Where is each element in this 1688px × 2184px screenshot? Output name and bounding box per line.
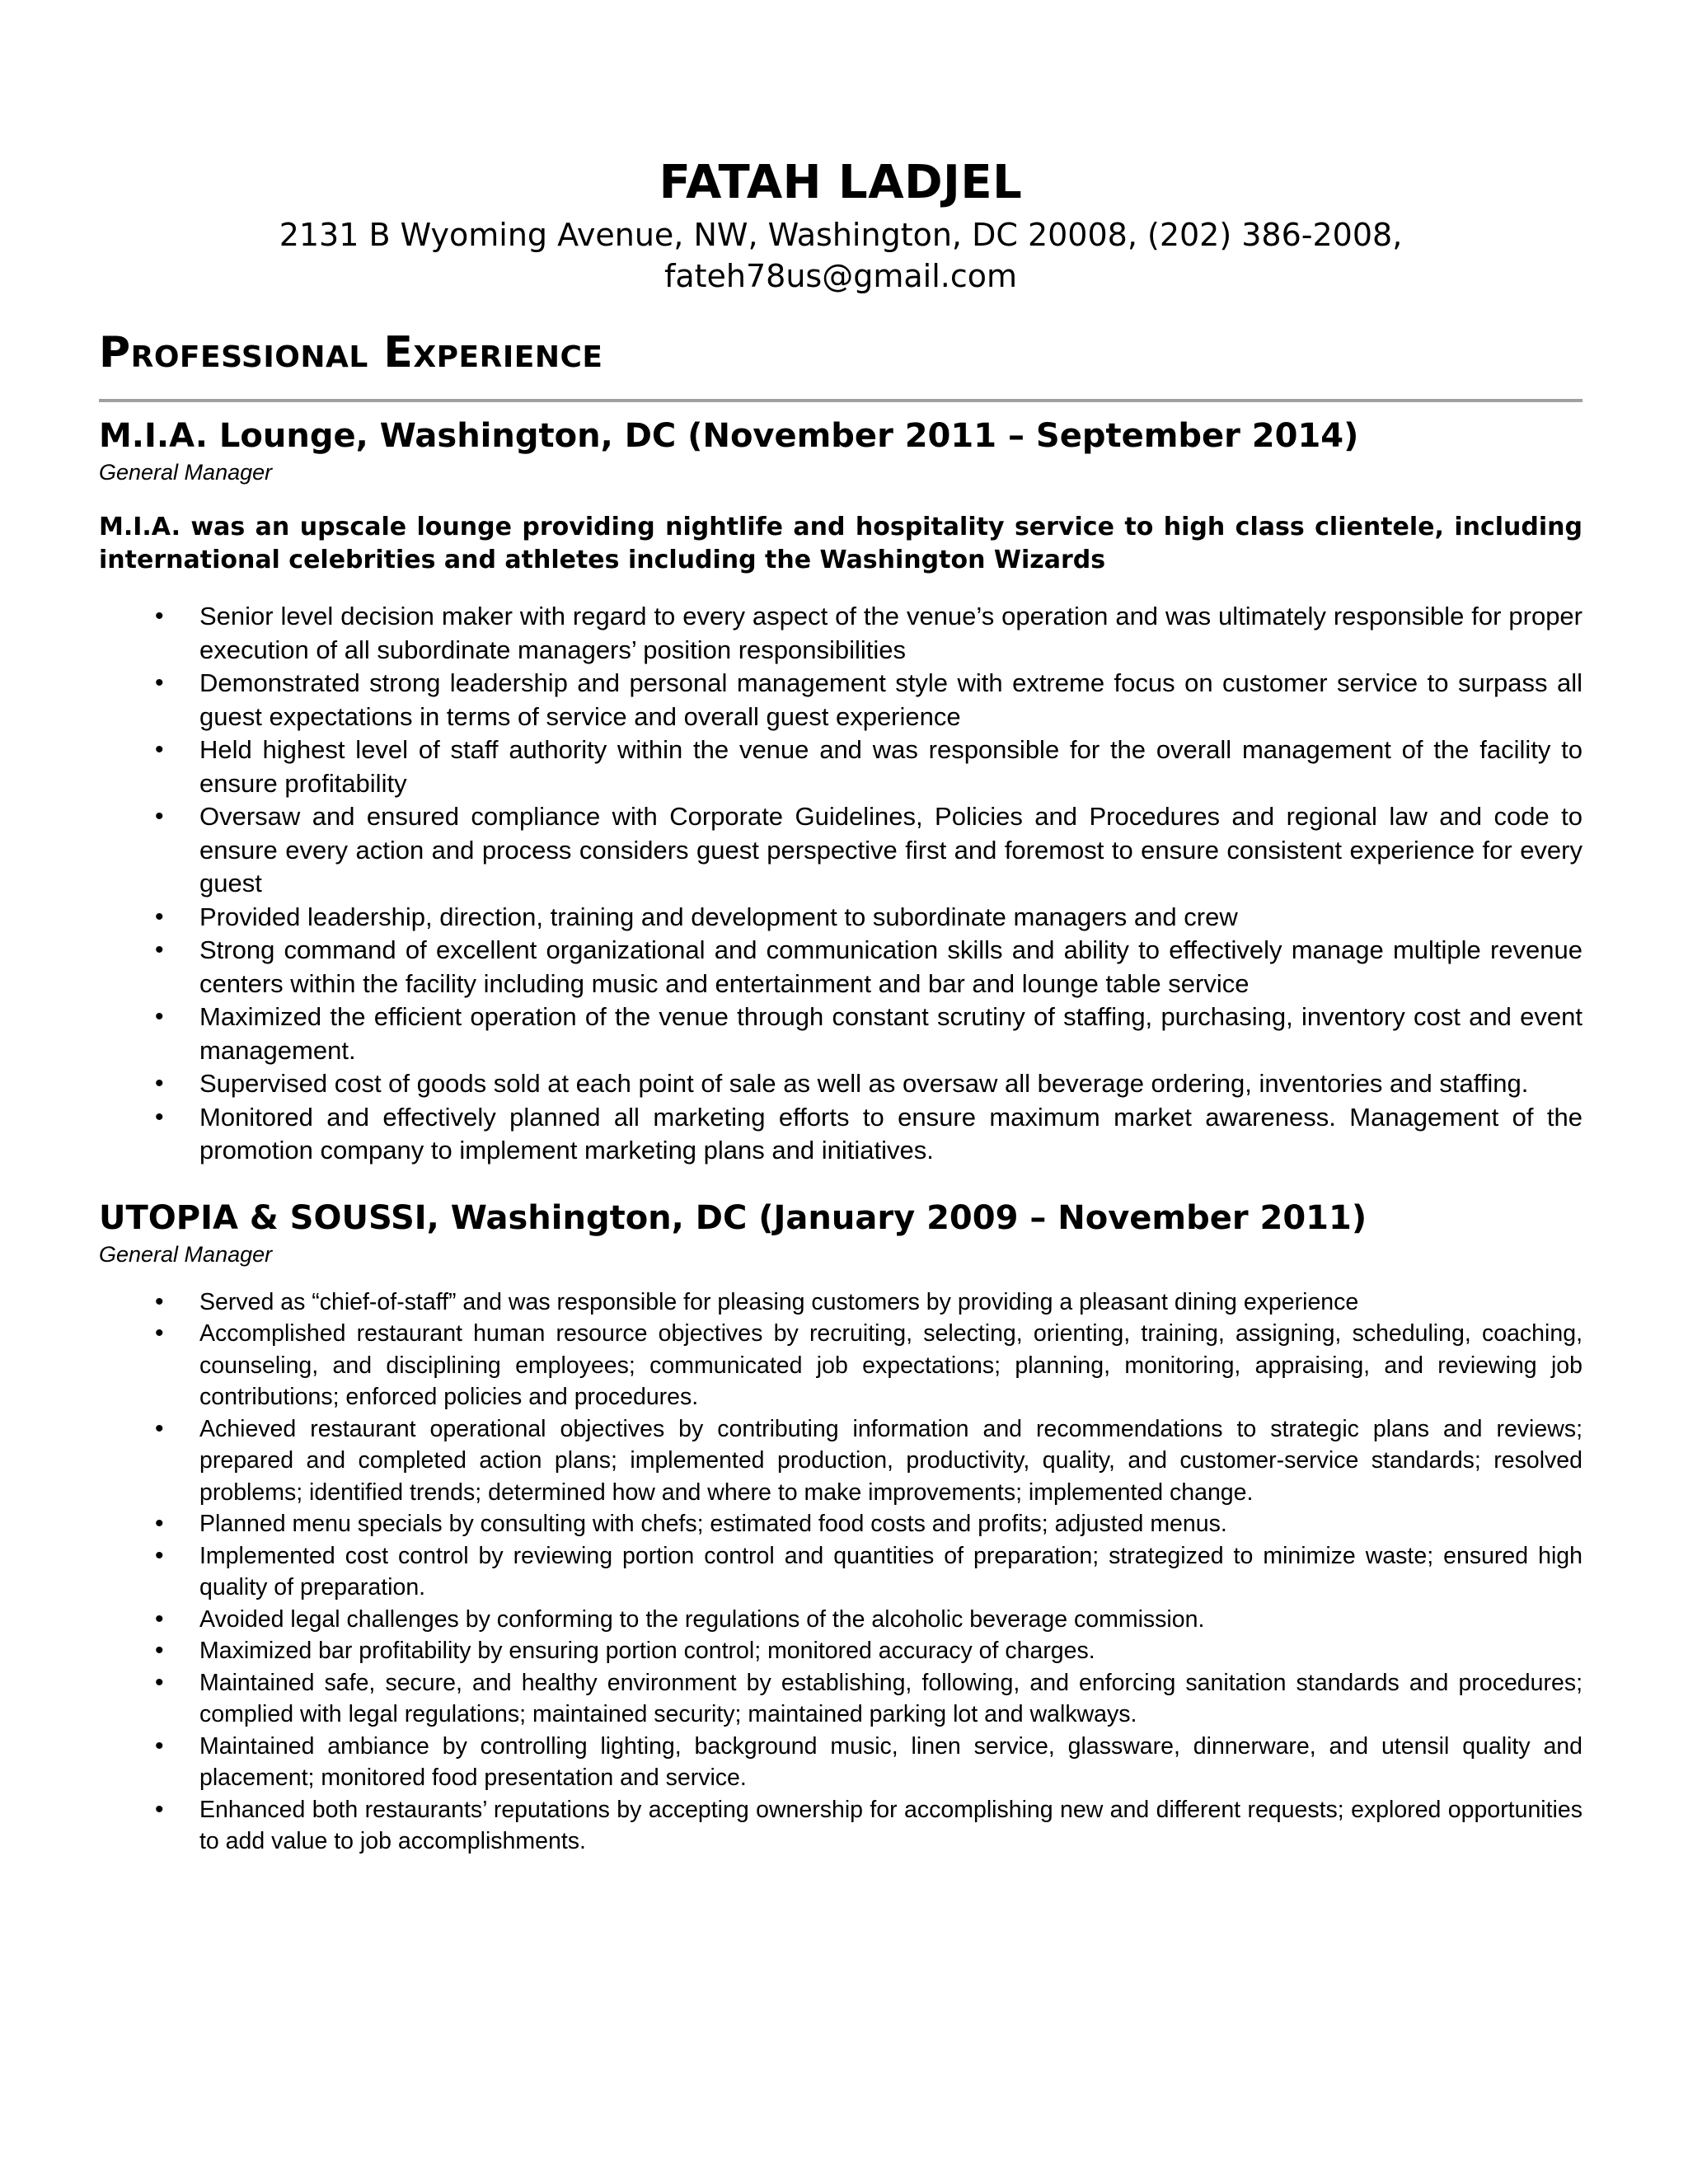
list-item-text: Maximized the efficient operation of the venue through constant scrutiny of staffing, purchasing, inventory cost and event management. xyxy=(199,1002,1582,1065)
list-item-text: Accomplished restaurant human resource objectives by recruiting, selecting, orienting, training, assigning, scheduling, coaching, counseling, and disciplining employees; communicated job expectations; planning, monitoring, appraising, and reviewing job contributions; enforced policies and procedures. xyxy=(199,1320,1582,1410)
responsibility-list xyxy=(99,600,1582,1168)
bullet-icon: • xyxy=(155,803,164,830)
list-item-text: Held highest level of staff authority within the venue and was responsible for the overall management of the facility to ensure profitability xyxy=(199,735,1582,798)
list-item xyxy=(99,1731,1582,1794)
list-item xyxy=(99,1508,1582,1540)
list-item xyxy=(99,667,1582,733)
bullet-icon: • xyxy=(155,936,164,963)
list-item-text: Senior level decision maker with regard to every aspect of the venue’s operation and was ultimately responsible for proper execution of all subordinate managers’ position responsibilities xyxy=(199,602,1582,664)
list-item-text: Avoided legal challenges by conforming to the regulations of the alcoholic beverage commission. xyxy=(199,1605,1205,1633)
bullet-icon: • xyxy=(155,669,164,696)
bullet-icon: • xyxy=(155,1510,164,1537)
list-item xyxy=(99,800,1582,901)
list-item-text: Supervised cost of goods sold at each point of sale as well as oversaw all beverage ordering, inventories and staffing. xyxy=(199,1069,1529,1098)
bullet-icon: • xyxy=(155,1605,164,1633)
job-summary: M.I.A. was an upscale lounge providing nightlife and hospitality service to high class clientele, including international celebrities and athletes including the Washington Wizards xyxy=(99,513,1582,574)
bullet-icon: • xyxy=(155,1732,164,1760)
list-item-text: Provided leadership, direction, training and development to subordinate managers and crew xyxy=(199,902,1238,931)
list-item xyxy=(99,733,1582,800)
job-role: General Manager xyxy=(99,460,273,485)
job-title: M.I.A. Lounge, Washington, DC (November 2011 – September 2014) xyxy=(99,417,1359,455)
list-item-text: Monitored and effectively planned all marketing efforts to ensure maximum market awareness. Management of the promotion company to implement marketing plans and initiatives. xyxy=(199,1102,1582,1165)
bullet-icon: • xyxy=(155,1103,164,1131)
responsibility-list xyxy=(99,1286,1582,1858)
bullet-icon: • xyxy=(155,1003,164,1030)
section-divider xyxy=(99,399,1582,402)
bullet-icon: • xyxy=(155,1414,164,1442)
list-item xyxy=(99,1540,1582,1604)
list-item-text: Maintained ambiance by controlling lighting, background music, linen service, glassware, dinnerware, and utensil quality and placement; monitored food presentation and service. xyxy=(199,1732,1582,1791)
job-entry xyxy=(99,1197,1582,1858)
list-item xyxy=(99,1794,1582,1858)
list-item xyxy=(99,934,1582,1001)
section-title: Professional Experience xyxy=(99,328,603,377)
list-item-text: Maintained safe, secure, and healthy environment by establishing, following, and enforcing sanitation standards and procedures; complied with legal regulations; maintained security; maintained parking lot and walkways. xyxy=(199,1669,1582,1727)
contact-line: 2131 B Wyoming Avenue, NW, Washington, DC 20008, (202) 386-2008, fateh78us@gmail.com xyxy=(279,217,1403,294)
list-item xyxy=(99,1318,1582,1413)
bullet-icon: • xyxy=(155,902,164,930)
bullet-icon: • xyxy=(155,1668,164,1696)
list-item-text: Demonstrated strong leadership and personal management style with extreme focus on customer service to surpass all guest expectations in terms of service and overall guest experience xyxy=(199,668,1582,731)
list-item-text: Maximized bar profitability by ensuring portion control; monitored accuracy of charges. xyxy=(199,1638,1095,1664)
job-title: UTOPIA & SOUSSI, Washington, DC (January 2009 – November 2011) xyxy=(99,1198,1367,1237)
list-item xyxy=(99,1635,1582,1667)
list-item xyxy=(99,901,1582,935)
list-item xyxy=(99,600,1582,667)
bullet-icon: • xyxy=(155,1541,164,1569)
list-item xyxy=(99,1067,1582,1101)
job-role: General Manager xyxy=(99,1241,273,1267)
list-item-text: Strong command of excellent organizational and communication skills and ability to effectively manage multiple revenue centers within the facility including music and entertainment and bar and lounge table service xyxy=(199,935,1582,998)
resume-page xyxy=(99,157,1582,1858)
list-item-text: Served as “chief-of-staff” and was responsible for pleasing customers by providing a pleasant dining experience xyxy=(199,1288,1359,1315)
bullet-icon: • xyxy=(155,1319,164,1347)
list-item xyxy=(99,1001,1582,1067)
bullet-icon: • xyxy=(155,1287,164,1315)
bullet-icon: • xyxy=(155,602,164,630)
list-item-text: Implemented cost control by reviewing portion control and quantities of preparation; strategized to minimize waste; ensured high quality of preparation. xyxy=(199,1542,1582,1601)
bullet-icon: • xyxy=(155,1637,164,1664)
candidate-name: FATAH LADJEL xyxy=(659,156,1023,209)
list-item-text: Planned menu specials by consulting with chefs; estimated food costs and profits; adjusted menus. xyxy=(199,1511,1227,1537)
list-item-text: Achieved restaurant operational objectives by contributing information and recommendations to strategic plans and reviews; prepared and completed action plans; implemented production, productivity, quality, and customer-service standards; resolved problems; identified trends; determined how and where to make improvements; implemented change. xyxy=(199,1415,1582,1506)
list-item xyxy=(99,1604,1582,1636)
job-entry xyxy=(99,415,1582,1168)
bullet-icon: • xyxy=(155,1070,164,1097)
list-item xyxy=(99,1101,1582,1168)
bullet-icon: • xyxy=(155,736,164,763)
list-item xyxy=(99,1413,1582,1509)
list-item xyxy=(99,1667,1582,1731)
list-item xyxy=(99,1286,1582,1319)
list-item-text: Oversaw and ensured compliance with Corporate Guidelines, Policies and Procedures and regional law and code to ensure every action and process considers guest perspective first and foremost to ensure consistent experience for every guest xyxy=(199,802,1582,898)
bullet-icon: • xyxy=(155,1795,164,1823)
list-item-text: Enhanced both restaurants’ reputations by accepting ownership for accomplishing new and different requests; explored opportunities to add value to job accomplishments. xyxy=(199,1796,1582,1854)
